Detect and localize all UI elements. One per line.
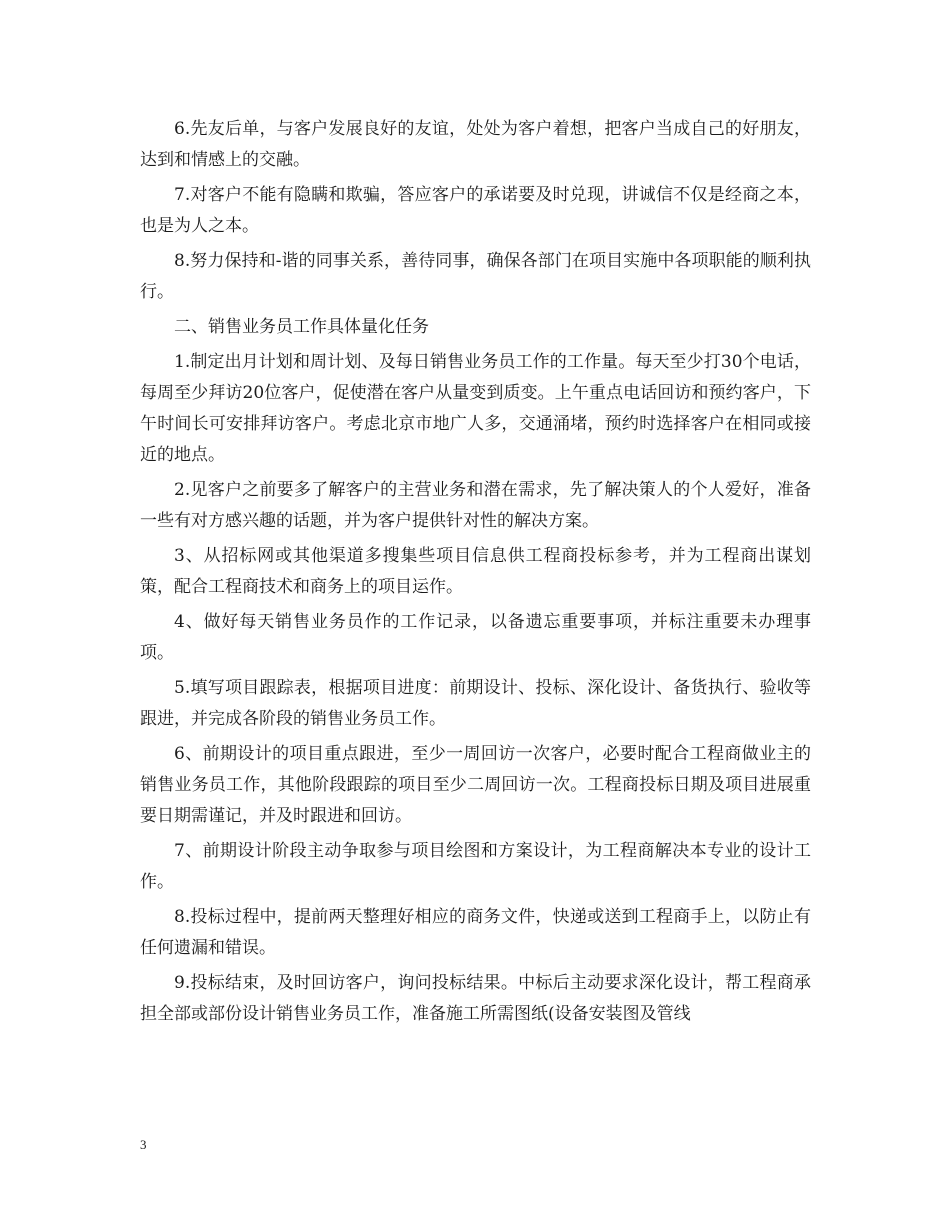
paragraph-2: 7.对客户不能有隐瞒和欺骗，答应客户的承诺要及时兑现，讲诚信不仅是经商之本，也是为人之本。 bbox=[140, 185, 811, 236]
paragraph-9: 5.填写项目跟踪表，根据项目进度：前期设计、投标、深化设计、备货执行、验收等跟进，并完成各阶段的销售业务员工作。 bbox=[140, 678, 811, 729]
section-heading: 二、销售业务员工作具体量化任务 bbox=[174, 317, 429, 337]
paragraph-3: 8.努力保持和-谐的同事关系，善待同事，确保各部门在项目实施中各项职能的顺利执行。 bbox=[140, 251, 811, 302]
paragraph-13: 9.投标结束，及时回访客户，询问投标结果。中标后主动要求深化设计，帮工程商承担全部或部份设计销售业务员工作，准备施工所需图纸(设备安装图及管线 bbox=[140, 973, 811, 1024]
paragraph-12: 8.投标过程中，提前两天整理好相应的商务文件，快递或送到工程商手上，以防止有任何遗漏和错误。 bbox=[140, 907, 811, 958]
paragraph-11: 7、前期设计阶段主动争取参与项目绘图和方案设计，为工程商解决本专业的设计工作。 bbox=[140, 841, 811, 892]
paragraph-5: 1.制定出月计划和周计划、及每日销售业务员工作的工作量。每天至少打30个电话，每周至少拜访20位客户，促使潜在客户从量变到质变。上午重点电话回访和预约客户，下午时间长可安排拜访客户。考虑北京市地广人多，交通涌堵，预约时选择客户在相同或接近的地点。 bbox=[140, 352, 811, 465]
paragraph-1: 6.先友后单，与客户发展良好的友谊，处处为客户着想，把客户当成自己的好朋友，达到和情感上的交融。 bbox=[140, 119, 811, 170]
paragraph-10: 6、前期设计的项目重点跟进，至少一周回访一次客户，必要时配合工程商做业主的销售业务员工作，其他阶段跟踪的项目至少二周回访一次。工程商投标日期及项目进展重要日期需谨记，并及时跟进和回访。 bbox=[140, 744, 811, 826]
paragraph-6: 2.见客户之前要多了解客户的主营业务和潜在需求，先了解决策人的个人爱好，准备一些有对方感兴趣的话题，并为客户提供针对性的解决方案。 bbox=[140, 480, 811, 531]
document-body bbox=[140, 114, 811, 1034]
paragraph-8: 4、做好每天销售业务员作的工作记录，以备遗忘重要事项，并标注重要未办理事项。 bbox=[140, 612, 811, 663]
paragraph-7: 3、从招标网或其他渠道多搜集些项目信息供工程商投标参考，并为工程商出谋划策，配合工程商技术和商务上的项目运作。 bbox=[140, 546, 811, 597]
page-number: 3 bbox=[140, 1137, 147, 1152]
